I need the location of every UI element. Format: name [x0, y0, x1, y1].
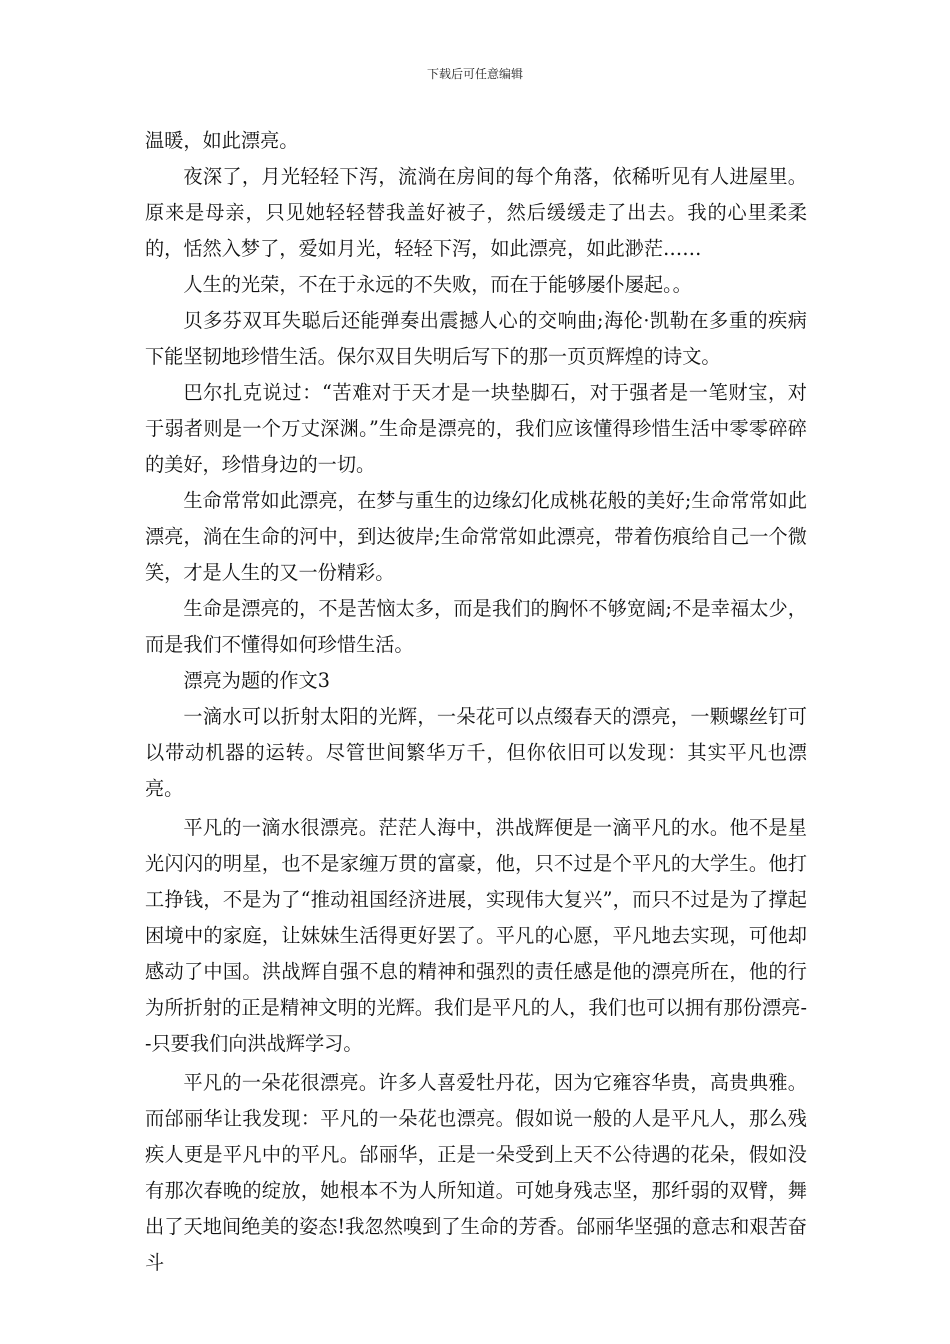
paragraph-cherish: 生命是漂亮的，不是苦恼太多，而是我们的胸怀不够宽阔;不是幸福太少，而是我们不懂得如何珍惜生活。: [145, 597, 807, 656]
paragraph-moonlight: 夜深了，月光轻轻下泻，流淌在房间的每个角落，依稀听见有人进屋里。原来是母亲，只见她轻轻替我盖好被子，然后缓缓走了出去。我的心里柔柔的，恬然入梦了，爱如月光，轻轻下泻，如此漂亮，如此渺茫……: [145, 165, 807, 260]
paragraph-glory: 人生的光荣，不在于永远的不失败，而在于能够屡仆屡起。。: [183, 273, 692, 296]
paragraph-beethoven: 贝多芬双耳失聪后还能弹奏出震撼人心的交响曲;海伦·凯勒在多重的疾病下能坚韧地珍惜生活。保尔双目失明后写下的那一页页辉煌的诗文。: [145, 309, 807, 368]
paragraph-balzac: 巴尔扎克说过：“苦难对于天才是一块垫脚石，对于强者是一笔财宝，对于弱者则是一个万丈深渊。”生命是漂亮的，我们应该懂得珍惜生活中零零碎碎的美好，珍惜身边的一切。: [145, 381, 807, 476]
paragraph-life-beautiful: 生命常常如此漂亮，在梦与重生的边缘幻化成桃花般的美好;生命常常如此漂亮，淌在生命的河中，到达彼岸;生命常常如此漂亮，带着伤痕给自己一个微笑，才是人生的又一份精彩。: [145, 489, 807, 584]
document-body: [145, 123, 807, 1281]
section-heading: 漂亮为题的作文3: [183, 669, 330, 692]
paragraph-tai-lihua: 平凡的一朵花很漂亮。许多人喜爱牡丹花，因为它雍容华贵，高贵典雅。而邰丽华让我发现：平凡的一朵花也漂亮。假如说一般的人是平凡人，那么残疾人更是平凡中的平凡。邰丽华，正是一朵受到上天不公待遇的花朵，假如没有那次春晚的绽放，她根本不为人所知道。可她身残志坚，那纤弱的双臂，舞出了天地间绝美的姿态!我忽然嗅到了生命的芳香。邰丽华坚强的意志和艰苦奋斗: [145, 1071, 807, 1274]
page-header: 下载后可任意编辑: [426, 67, 523, 81]
paragraph-hong-zhanhui: 平凡的一滴水很漂亮。茫茫人海中，洪战辉便是一滴平凡的水。他不是星光闪闪的明星，也不是家缠万贯的富豪，他，只不过是个平凡的大学生。他打工挣钱，不是为了“推动祖国经济进展，实现伟大复兴”，而只不过是为了撑起困境中的家庭，让妹妹生活得更好罢了。平凡的心愿，平凡地去实现，可他却感动了中国。洪战辉自强不息的精神和强烈的责任感是他的漂亮所在，他的行为所折射的正是精神文明的光辉。我们是平凡的人，我们也可以拥有那份漂亮--只要我们向洪战辉学习。: [145, 816, 807, 1055]
paragraph-continuation: 温暖，如此漂亮。: [145, 129, 299, 152]
paragraph-drop-of-water: 一滴水可以折射太阳的光辉，一朵花可以点缀春天的漂亮，一颗螺丝钉可以带动机器的运转。尽管世间繁华万千，但你依旧可以发现：其实平凡也漂亮。: [145, 705, 807, 800]
